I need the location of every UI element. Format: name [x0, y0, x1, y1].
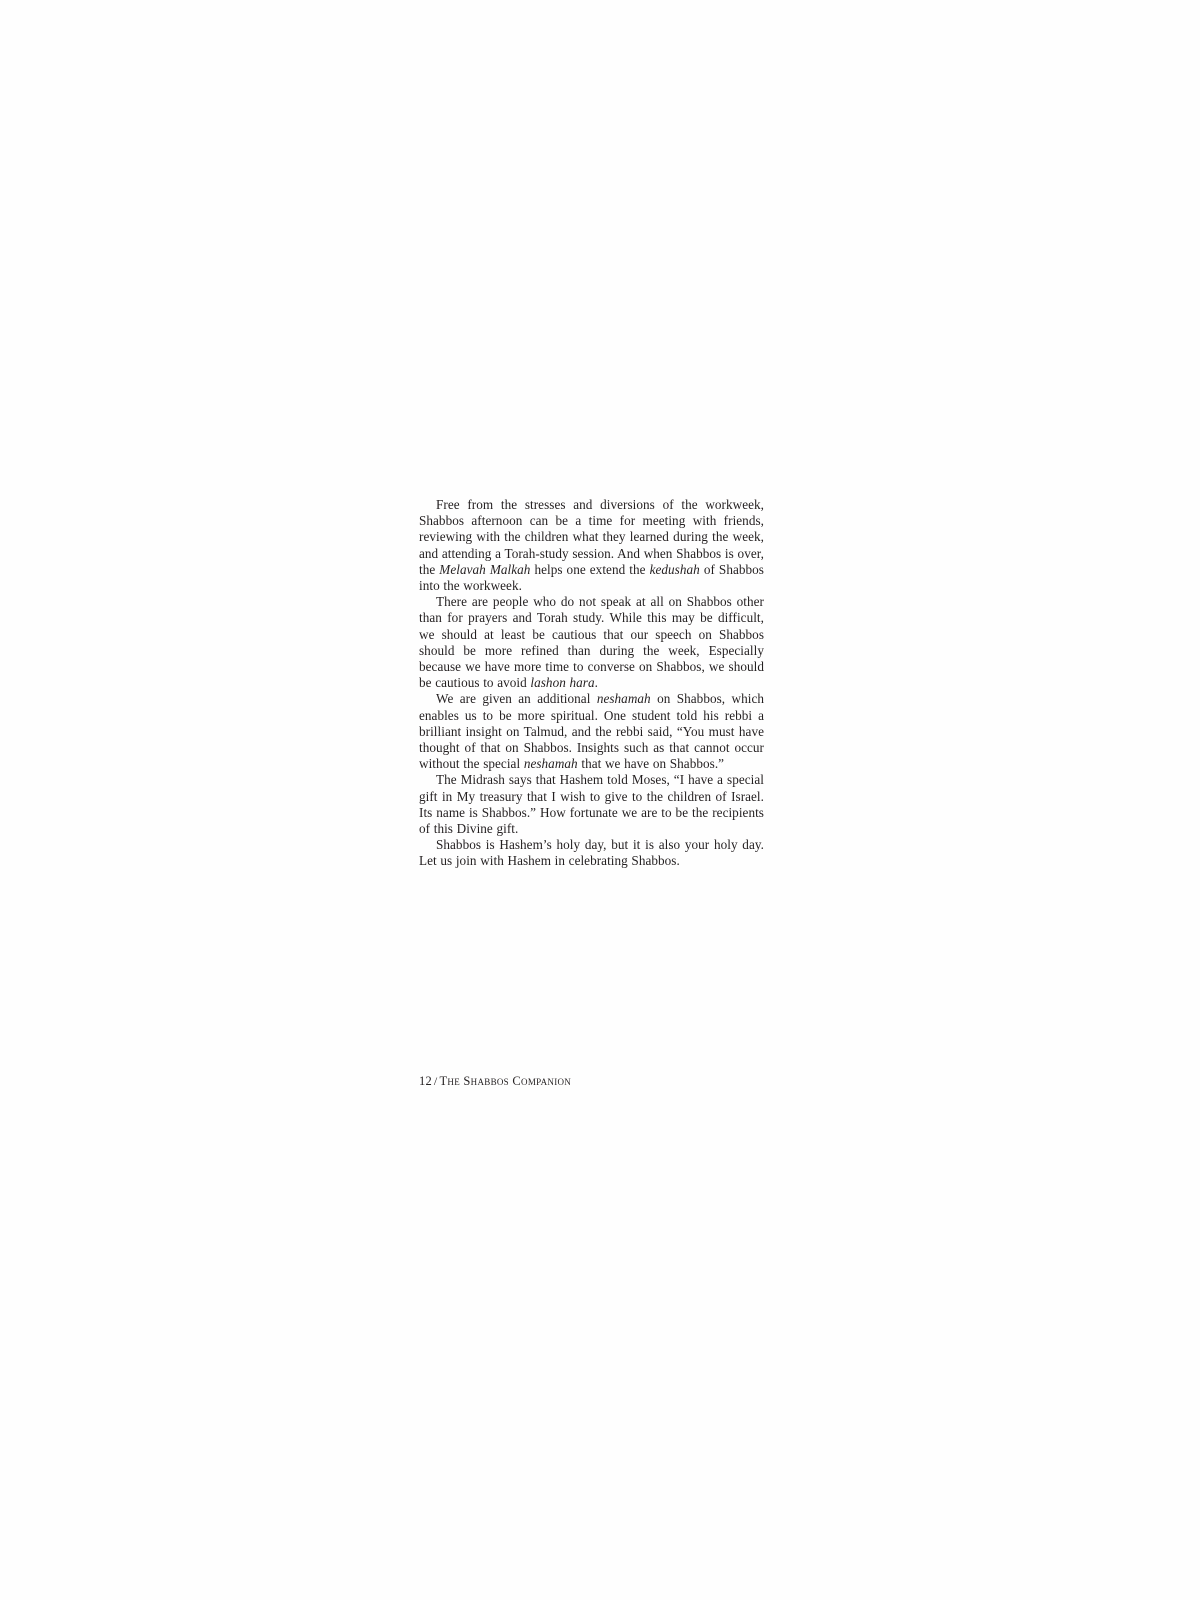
paragraph-5: Shabbos is Hashem’s holy day, but it is also your holy day. Let us join with Hashem in celebrating Shabbos. [419, 837, 764, 869]
footer-separator: / [433, 1074, 438, 1088]
italic-run: lashon hara [530, 675, 595, 691]
paragraph-2: There are people who do not speak at all on Shabbos other than for prayers and Torah study. While this may be difficult, we should at least be cautious that our speech on Shabbos should be more refined than during the week, Especially because we have more time to converse on Shabbos, we should be cautious to avoid lashon hara. [419, 594, 764, 691]
italic-run: kedushah [649, 561, 700, 577]
italic-run: Melavah Malkah [439, 561, 531, 577]
body-text-column [419, 497, 764, 870]
italic-run: neshamah [596, 691, 651, 707]
paragraph-3: We are given an additional neshamah on Shabbos, which enables us to be more spiritual. One student told his rebbi a brilliant insight on Talmud, and the rebbi said, “You must have thought of that on Shabbos. Insights such as that cannot occur without the special neshamah that we have on Shabbos.” [419, 691, 764, 772]
page-footer [419, 1074, 571, 1089]
paragraph-4: The Midrash says that Hashem told Moses, “I have a special gift in My treasury that I wish to give to the children of Israel. Its name is Shabbos.” How fortunate we are to be the recipients of this Divine gift. [419, 772, 764, 837]
page-number: 12 [419, 1074, 432, 1088]
paragraph-1: Free from the stresses and diversions of the workweek, Shabbos afternoon can be a time for meeting with friends, reviewing with the children what they learned during the week, and attending a Torah-study session. And when Shabbos is over, the Melavah Malkah helps one extend the kedushah of Shabbos into the workweek. [419, 497, 764, 594]
footer-book-title: The Shabbos Companion [439, 1074, 572, 1088]
italic-run: neshamah [523, 756, 578, 772]
